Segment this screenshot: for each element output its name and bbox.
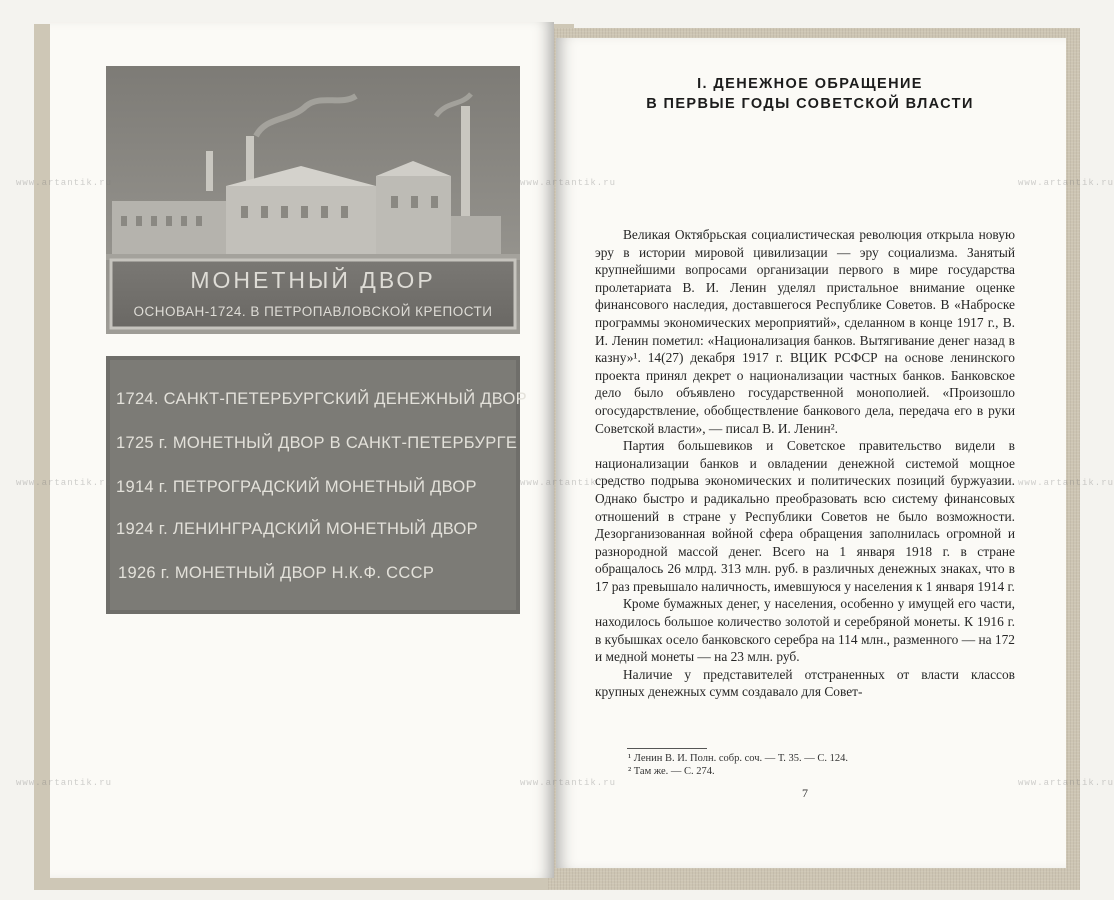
watermark: www.artantik.ru — [1018, 478, 1114, 488]
mint-building-photo — [106, 66, 520, 334]
page-number: 7 — [802, 786, 808, 800]
plaque-line-3: 1914 г. ПЕТРОГРАДСКИЙ МОНЕТНЫЙ ДВОР — [116, 478, 477, 496]
paragraph: Кроме бумажных денег, у населения, особенно у имущей его части, находилось большое количество золотой и серебряной монеты. К 1916 г. в кубышках осело банковского серебра на 114 млн., разменного — на 172 и медной монеты — на 23 млн. руб. — [595, 596, 1015, 665]
plaque-line-1: 1724. САНКТ-ПЕТЕРБУРГСКИЙ ДЕНЕЖНЫЙ ДВОР — [116, 390, 527, 408]
chapter-title — [600, 74, 1020, 114]
watermark: www.artantik.ru — [1018, 178, 1114, 188]
paragraph: Партия большевиков и Советское правительство видели в национализации банков и овладении денежной системой мощное средство подрыва экономических и политических позиций буржуазии. Однако быстро и радикально преобразовать всю систему финансовых отношений в стране у Республики Советов не было возможности. Дезорганизованная войной сфера обращения заполнилась огромной и разнородной массой денег. Всего на 1 января 1918 г. в стране обращалось 26 млрд. 313 млн. руб. в различных денежных знаках, что в 17 раз превышало наличность, имевшуюся у населения к 1 января 1914 г. — [595, 438, 1015, 594]
chapter-title-line-2: В ПЕРВЫЕ ГОДЫ СОВЕТСКОЙ ВЛАСТИ — [646, 96, 974, 112]
plaque-subtitle: ОСНОВАН-1724. В ПЕТРОПАВЛОВСКОЙ КРЕПОСТИ — [133, 304, 493, 319]
footnote: ¹ Ленин В. И. Полн. собр. соч. — Т. 35. — С. 124. — [628, 753, 849, 764]
plaque-title: МОНЕТНЫЙ ДВОР — [190, 267, 436, 293]
chapter-title-line-1: I. ДЕНЕЖНОЕ ОБРАЩЕНИЕ — [697, 76, 923, 92]
plaque-line-4: 1924 г. ЛЕНИНГРАДСКИЙ МОНЕТНЫЙ ДВОР — [116, 520, 478, 538]
watermark: www.artantik.ru — [520, 178, 617, 188]
footnote: ² Там же. — С. 274. — [628, 766, 715, 777]
body-text — [595, 226, 1015, 701]
plaque-line-5: 1926 г. МОНЕТНЫЙ ДВОР Н.К.Ф. СССР — [118, 564, 435, 582]
watermark: www.artantik.ru — [1018, 778, 1114, 788]
watermark: www.artantik.ru — [16, 778, 113, 788]
plaque-line-2: 1725 г. МОНЕТНЫЙ ДВОР В САНКТ-ПЕТЕРБУРГЕ — [116, 434, 518, 452]
footnote-divider — [627, 748, 707, 749]
watermark: www.artantik.ru — [520, 778, 617, 788]
watermark: www.artantik.ru — [520, 478, 617, 488]
footnotes — [628, 752, 848, 778]
watermark: www.artantik.ru — [16, 178, 113, 188]
mint-history-plaque-photo — [106, 356, 527, 614]
paragraph: Наличие у представителей отстраненных от власти классов крупных денежных сумм создавало для Совет- — [595, 666, 1015, 700]
watermark: www.artantik.ru — [16, 478, 113, 488]
paragraph: Великая Октябрьская социалистическая революция открыла новую эру в истории мировой цивилизации — эру социализма. Занятый крупнейшими вопросами организации первого в мире государства пролетариата В. И. Ленин уделял пристальное внимание оценке финансового наследия, доставшегося Республике Советов. В «Наброске программы экономических мероприятий», сделанном в конце 1917 г., В. И. Ленин пометил: «Национализация банков. Вытягивание денег назад в казну»¹. 14(27) декабря 1917 г. ВЦИК РСФСР на основе ленинского проекта принял декрет о национализации частных банков. Банковское дело было объявлено государственной монополией. «Произошло огосударствление, обобществление банкового дела, передача его в руки Советской власти», — писал В. И. Ленин². — [595, 227, 1015, 436]
